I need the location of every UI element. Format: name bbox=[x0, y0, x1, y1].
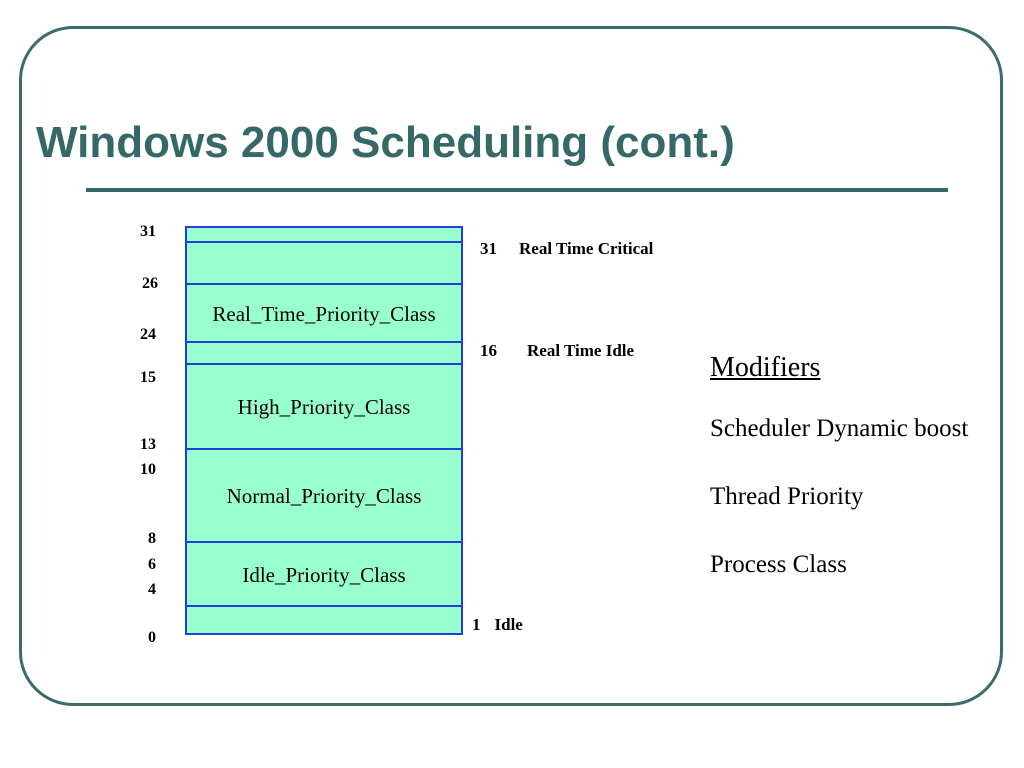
marker-real-time-critical bbox=[480, 240, 653, 258]
normal-priority-class-label: Normal_Priority_Class bbox=[226, 484, 422, 508]
marker-label: Idle bbox=[494, 615, 523, 634]
axis-tick-31: 31 bbox=[140, 223, 156, 240]
modifiers-heading: Modifiers bbox=[710, 352, 821, 383]
title-underline-rule bbox=[86, 188, 948, 192]
axis-tick-6: 6 bbox=[148, 556, 156, 573]
marker-label: Real Time Critical bbox=[519, 239, 654, 258]
priority-band-bottom bbox=[185, 605, 463, 635]
real-time-priority-class-label: Real_Time_Priority_Class bbox=[212, 302, 436, 326]
idle-priority-class-label: Idle_Priority_Class bbox=[242, 563, 406, 587]
marker-value: 31 bbox=[480, 239, 497, 258]
marker-value: 16 bbox=[480, 341, 497, 360]
axis-tick-8: 8 bbox=[148, 530, 156, 547]
modifier-process-class: Process Class bbox=[710, 551, 847, 578]
marker-value: 1 bbox=[472, 615, 481, 634]
high-priority-class-label: High_Priority_Class bbox=[237, 395, 411, 419]
modifier-scheduler-dynamic-boost: Scheduler Dynamic boost bbox=[710, 415, 969, 442]
marker-label: Real Time Idle bbox=[527, 341, 635, 360]
axis-tick-24: 24 bbox=[140, 326, 156, 343]
priority-band-mid bbox=[185, 341, 463, 365]
priority-band-upper bbox=[185, 241, 463, 285]
axis-tick-0: 0 bbox=[148, 629, 156, 646]
marker-idle bbox=[472, 616, 523, 634]
axis-tick-13: 13 bbox=[140, 436, 156, 453]
axis-tick-26: 26 bbox=[142, 275, 158, 292]
marker-real-time-idle bbox=[480, 342, 634, 360]
axis-tick-15: 15 bbox=[140, 369, 156, 386]
axis-tick-4: 4 bbox=[148, 581, 156, 598]
axis-tick-10: 10 bbox=[140, 461, 156, 478]
slide-title: Windows 2000 Scheduling (cont.) bbox=[36, 118, 735, 167]
modifier-thread-priority: Thread Priority bbox=[710, 483, 864, 510]
modifiers-panel bbox=[710, 350, 970, 616]
